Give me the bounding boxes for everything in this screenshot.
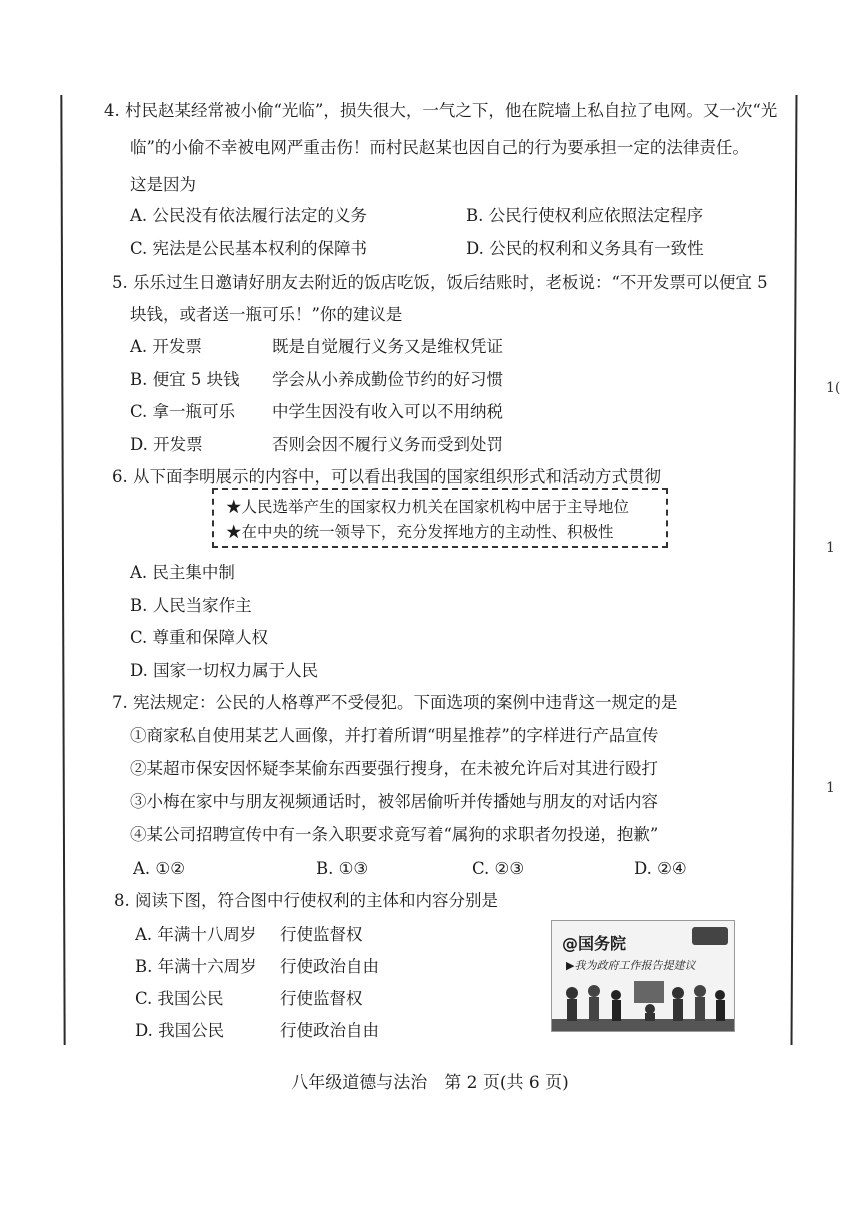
q4-option-b: B. 公民行使权利应依照法定程序 <box>466 206 704 225</box>
q8-option-d-label: D. 我国公民 <box>135 1021 225 1040</box>
q4-option-a: A. 公民没有依法履行法定的义务 <box>130 206 367 225</box>
left-margin-line <box>60 95 65 1045</box>
q5-option-a-label: A. 开发票 <box>130 337 202 356</box>
q5-option-d-label: D. 开发票 <box>130 435 203 454</box>
q7-stem: 7. 宪法规定：公民的人格尊严不受侵犯。下面选项的案例中违背这一规定的是 <box>112 693 678 712</box>
q5-stem-line-2: 块钱，或者送一瓶可乐！”你的建议是 <box>130 305 403 324</box>
q6-option-d: D. 国家一切权力属于人民 <box>130 661 319 680</box>
q7-option-a: A. ①② <box>133 859 185 878</box>
q5-option-c-text: 中学生因没有收入可以不用纳税 <box>272 402 503 421</box>
q7-option-b: B. ①③ <box>316 859 369 878</box>
q5-option-b-text: 学会从小养成勤俭节约的好习惯 <box>272 370 503 389</box>
q7-item-2: ②某超市保安因怀疑李某偷东西要强行搜身，在未被允许后对其进行殴打 <box>130 759 658 778</box>
q6-option-c: C. 尊重和保障人权 <box>130 628 269 647</box>
q6-box-line-2: ★在中央的统一领导下，充分发挥地方的主动性、积极性 <box>226 523 614 541</box>
q8-option-c-label: C. 我国公民 <box>135 989 224 1008</box>
edge-mark-1: 1( <box>826 380 841 396</box>
edge-mark-3: 1 <box>826 780 835 796</box>
q8-option-a-label: A. 年满十八周岁 <box>135 925 257 944</box>
q7-item-1: ①商家私自使用某艺人画像，并打着所谓“明星推荐”的字样进行产品宣传 <box>130 726 659 745</box>
q7-option-c: C. ②③ <box>472 859 525 878</box>
state-council-figure <box>551 920 735 1032</box>
q8-option-b-label: B. 年满十六周岁 <box>135 957 257 976</box>
q5-option-c-label: C. 拿一瓶可乐 <box>130 402 236 421</box>
right-margin-line <box>791 95 798 1045</box>
q8-option-a-text: 行使监督权 <box>280 925 363 944</box>
q4-option-d: D. 公民的权利和义务具有一致性 <box>466 239 704 258</box>
figure-title: @国务院 <box>562 934 627 953</box>
q7-option-d: D. ②④ <box>634 859 687 878</box>
figure-subtitle: ▶我为政府工作报告提建议 <box>566 959 696 972</box>
edge-mark-2: 1 <box>826 540 835 556</box>
q4-option-c: C. 宪法是公民基本权利的保障书 <box>130 239 368 258</box>
q6-option-a: A. 民主集中制 <box>130 563 235 582</box>
q4-stem-line-2: 临”的小偷不幸被电网严重击伤！而村民赵某也因自己的行为要承担一定的法律责任。 <box>130 138 749 157</box>
q5-option-a-text: 既是自觉履行义务又是维权凭证 <box>272 337 503 356</box>
q5-option-d-text: 否则会因不履行义务而受到处罚 <box>272 435 503 454</box>
q6-stem: 6. 从下面李明展示的内容中，可以看出我国的国家组织形式和活动方式贯彻 <box>112 467 661 486</box>
app-logo-icon <box>692 927 728 945</box>
page-footer: 八年级道德与法治 第 2 页(共 6 页) <box>291 1073 569 1093</box>
q7-item-3: ③小梅在家中与朋友视频通话时，被邻居偷听并传播她与朋友的对话内容 <box>130 792 658 811</box>
q8-option-c-text: 行使监督权 <box>280 989 363 1008</box>
q6-option-b: B. 人民当家作主 <box>130 596 252 615</box>
q5-stem-line-1: 5. 乐乐过生日邀请好朋友去附近的饭店吃饭，饭后结账时，老板说：“不开发票可以便宜 5 <box>112 273 768 292</box>
q4-stem-line-3: 这是因为 <box>130 175 196 194</box>
q8-stem: 8. 阅读下图，符合图中行使权利的主体和内容分别是 <box>114 891 498 910</box>
q4-stem-line-1: 4. 村民赵某经常被小偷“光临”，损失很大，一气之下，他在院墙上私自拉了电网。又一次“光 <box>104 101 778 120</box>
q8-option-b-text: 行使政治自由 <box>280 957 379 976</box>
q6-box-line-1: ★人民选举产生的国家权力机关在国家机构中居于主导地位 <box>226 498 630 516</box>
crowd-illustration-icon <box>552 971 734 1031</box>
q8-option-d-text: 行使政治自由 <box>280 1021 379 1040</box>
q7-item-4: ④某公司招聘宣传中有一条入职要求竟写着“属狗的求职者勿投递，抱歉” <box>130 825 659 844</box>
q6-content-box <box>212 488 668 548</box>
q5-option-b-label: B. 便宜 5 块钱 <box>130 370 240 389</box>
